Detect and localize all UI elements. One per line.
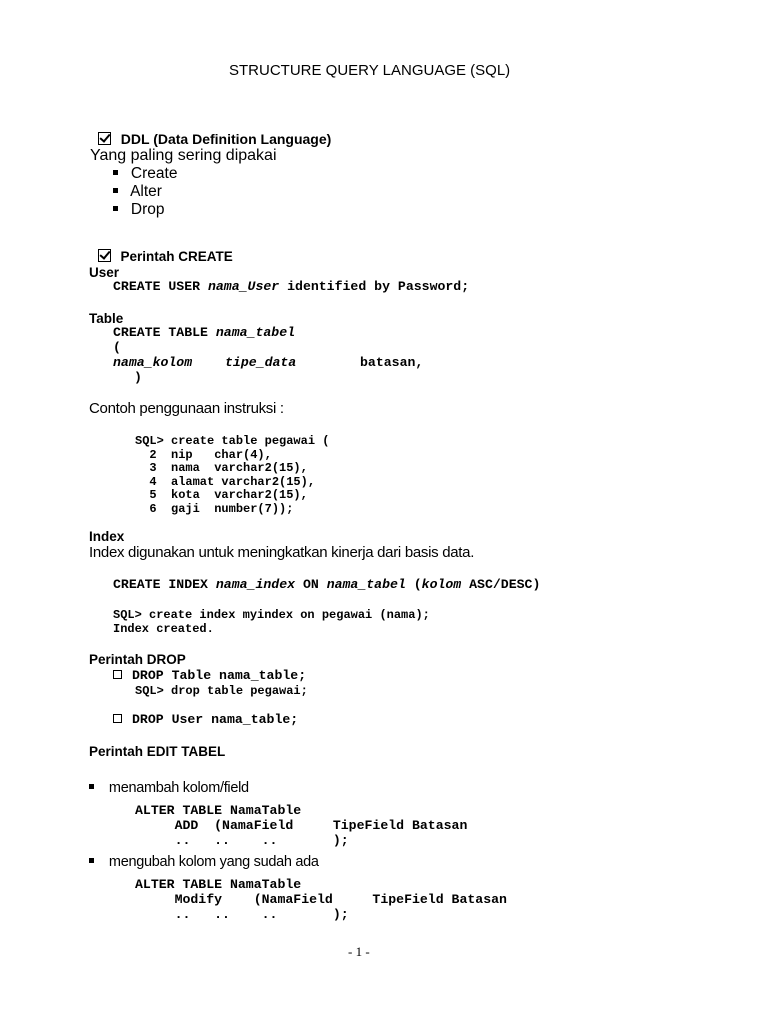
code-line: ADD (NamaField TipeField Batasan <box>135 818 468 833</box>
list-item-label: Drop <box>130 201 165 218</box>
syntax-part: nama_tabel <box>215 325 296 340</box>
column-name: nama_kolom <box>113 355 193 370</box>
bullet-icon <box>89 858 94 863</box>
syntax-line: ) <box>134 370 142 385</box>
bullet-icon <box>113 188 118 193</box>
ddl-heading-text: DDL (Data Definition Language) <box>120 131 332 147</box>
box-bullet-icon <box>113 714 122 723</box>
syntax-part: CREATE USER <box>113 279 208 294</box>
box-bullet-icon <box>113 670 122 679</box>
code-line: 5 kota varchar2(15), <box>135 488 308 502</box>
list-item <box>89 854 319 870</box>
syntax-part: ON <box>295 577 327 592</box>
syntax-part: CREATE INDEX <box>113 577 216 592</box>
page-number: - 1 - <box>348 944 370 959</box>
syntax-part: nama_tabel <box>326 577 406 592</box>
code-line: 2 nip char(4), <box>135 447 272 462</box>
index-description: Index digunakan untuk meningkatkan kinerja dari basis data. <box>89 544 475 561</box>
column-constraint: batasan, <box>360 355 424 370</box>
drop-label: Perintah DROP <box>89 652 186 667</box>
drop-table-syntax <box>113 668 306 683</box>
code-line: Index created. <box>113 622 214 636</box>
syntax-part: ASC/DESC) <box>461 577 541 592</box>
syntax-part: DROP User nama_table; <box>132 712 299 727</box>
code-line: ALTER TABLE NamaTable <box>135 803 302 818</box>
ddl-heading <box>90 115 331 147</box>
list-item-label: Create <box>130 165 178 182</box>
code-line: 6 gaji number(7)); <box>135 501 294 516</box>
syntax-line: ( <box>113 340 121 355</box>
user-label: User <box>89 265 120 280</box>
code-line: Modify (NamaField TipeField Batasan <box>135 892 507 907</box>
edit-label: Perintah EDIT TABEL <box>89 744 226 759</box>
syntax-part: nama_User <box>207 279 280 294</box>
bullet-icon <box>113 206 118 211</box>
checkbox-icon <box>98 132 111 145</box>
list-item-label: mengubah kolom yang sudah ada <box>108 854 319 870</box>
list-item <box>113 165 177 183</box>
syntax-part: nama_index <box>215 577 296 592</box>
code-line: 3 nama varchar2(15), <box>135 461 308 475</box>
index-label: Index <box>89 529 125 544</box>
list-item <box>113 201 165 219</box>
code-line: SQL> create table pegawai ( <box>135 434 330 448</box>
code-line: ALTER TABLE NamaTable <box>135 877 302 892</box>
code-line: .. .. .. ); <box>135 907 349 922</box>
code-line: .. .. .. ); <box>135 833 349 848</box>
list-item-label: menambah kolom/field <box>108 780 249 796</box>
example-label: Contoh penggunaan instruksi : <box>89 400 284 417</box>
create-user-syntax <box>113 279 469 294</box>
syntax-part: CREATE TABLE <box>113 325 216 340</box>
code-line: SQL> create index myindex on pegawai (nama); <box>113 608 430 622</box>
intro-text: Yang paling sering dipakai <box>90 147 277 164</box>
list-item <box>89 780 249 796</box>
page-title: STRUCTURE QUERY LANGUAGE (SQL) <box>229 62 511 79</box>
column-type: tipe_data <box>225 355 297 370</box>
create-heading-text: Perintah CREATE <box>120 249 233 264</box>
bullet-icon <box>89 784 94 789</box>
checkbox-icon <box>98 249 111 262</box>
create-heading <box>90 234 233 264</box>
table-label: Table <box>89 311 124 326</box>
code-line: 4 alamat varchar2(15), <box>135 474 316 489</box>
list-item <box>113 183 162 201</box>
syntax-part: DROP Table nama_table; <box>132 668 307 683</box>
syntax-part: ( <box>405 577 422 592</box>
syntax-part: identified by Password; <box>279 279 470 294</box>
code-line: SQL> drop table pegawai; <box>135 684 308 698</box>
bullet-icon <box>113 170 118 175</box>
list-item-label: Alter <box>130 183 162 200</box>
create-index-syntax <box>113 577 540 592</box>
drop-user-syntax <box>113 712 298 727</box>
syntax-part: kolom <box>421 577 462 592</box>
create-table-syntax <box>113 325 295 340</box>
